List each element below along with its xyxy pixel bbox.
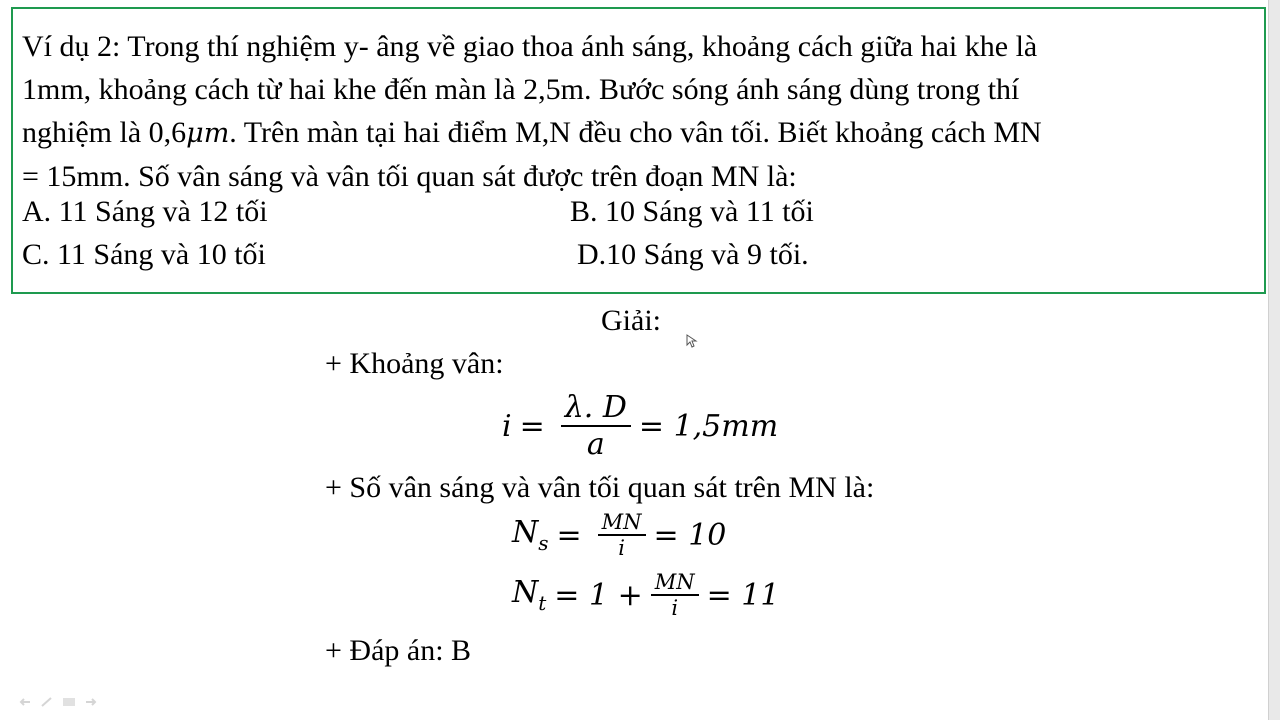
pen-icon[interactable] — [40, 697, 54, 707]
eq2-denominator: i — [618, 536, 625, 560]
eq1-fraction — [561, 390, 631, 462]
bright-fringes-equation — [512, 510, 726, 560]
eq3-fraction — [651, 570, 699, 620]
option-d: D.10 Sáng và 9 tối. — [577, 238, 809, 271]
question-box — [11, 7, 1266, 294]
eq2-rhs: = 10 — [653, 517, 727, 553]
eq2-fraction — [598, 510, 646, 560]
fringe-spacing-equation — [502, 390, 778, 462]
question-line-2: 1mm, khoảng cách từ hai khe đến màn là 2,5m. Bước sóng ánh sáng dùng trong thí — [22, 73, 1020, 106]
next-arrow-icon[interactable] — [84, 697, 98, 707]
eq3-subscript: t — [538, 591, 547, 615]
dark-fringes-equation — [512, 570, 779, 620]
eq2-subscript: s — [538, 531, 549, 555]
eq1-numerator: λ. D — [564, 390, 627, 425]
eq3-denominator: i — [671, 596, 679, 620]
option-c: C. 11 Sáng và 10 tối — [22, 238, 266, 271]
wavelength-unit: μm — [186, 118, 230, 149]
eq1-lhs: i — [502, 408, 512, 444]
eq3-numerator: MN — [654, 570, 695, 594]
solution-step-1: + Khoảng vân: — [325, 347, 504, 380]
mouse-pointer-icon — [686, 334, 698, 348]
option-a: A. 11 Sáng và 12 tối — [22, 195, 268, 228]
menu-icon[interactable] — [62, 697, 76, 707]
question-line-3 — [22, 111, 1252, 155]
eq3-pre: = 1 + — [554, 577, 643, 613]
question-line-1: Ví dụ 2: Trong thí nghiệm y- âng về giao thoa ánh sáng, khoảng cách giữa hai khe là — [22, 30, 1038, 63]
solution-step-2: + Số vân sáng và vân tối quan sát trên MN là: — [325, 471, 875, 504]
option-b: B. 10 Sáng và 11 tối — [570, 195, 814, 228]
eq1-rhs: = 1,5mm — [638, 408, 779, 444]
solution-answer: + Đáp án: B — [325, 634, 472, 667]
eq3-rhs: = 11 — [706, 577, 780, 613]
question-text — [22, 25, 1252, 198]
window-edge — [1268, 0, 1280, 720]
question-line-4: = 15mm. Số vân sáng và vân tối quan sát được trên đoạn MN là: — [22, 160, 797, 193]
question-line-3-suffix: . Trên màn tại hai điểm M,N đều cho vân tối. Biết khoảng cách MN — [229, 116, 1042, 149]
question-line-3-prefix: nghiệm là 0,6 — [22, 116, 187, 149]
eq2-lhs: $N_s$ — [512, 515, 549, 555]
eq3-lhs: $N_t$ — [512, 575, 547, 615]
eq2-numerator: MN — [601, 510, 642, 534]
slideshow-nav[interactable] — [18, 697, 98, 707]
solution-title: Giải: — [601, 304, 661, 337]
eq1-denominator: a — [586, 427, 605, 462]
eq1-equals: = — [519, 408, 545, 444]
eq2-equals: = — [556, 517, 582, 553]
previous-arrow-icon[interactable] — [18, 697, 32, 707]
